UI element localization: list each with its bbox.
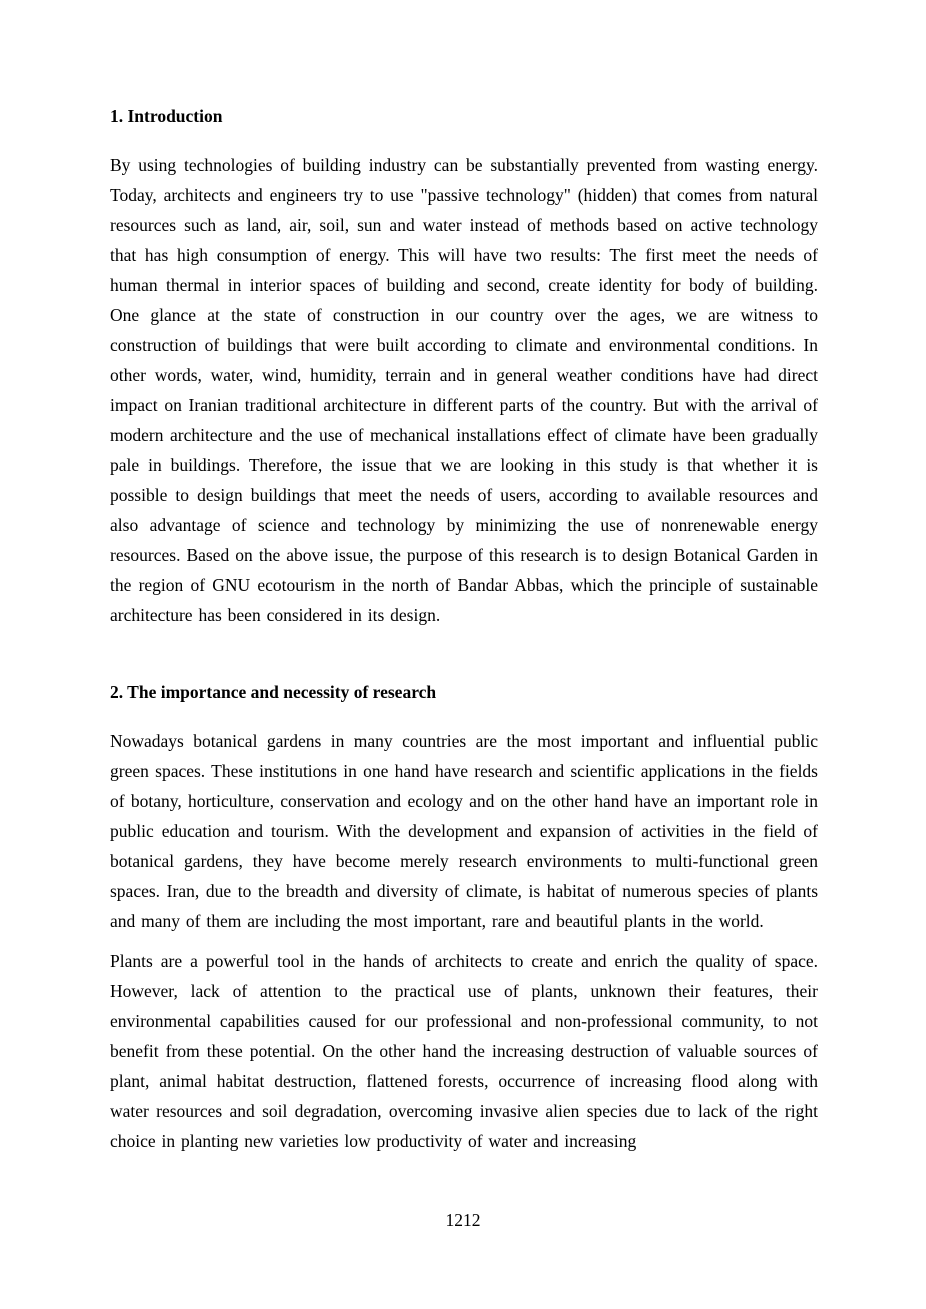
section-1-heading: 1. Introduction — [110, 106, 223, 126]
document-page — [110, 103, 818, 1166]
page-number: 1212 — [445, 1210, 481, 1230]
section-2-paragraph-1: Nowadays botanical gardens in many countries are the most important and influential public green spaces. These institutions in one hand have research and scientific applications in the fields of botany, horticulture, conservation and ecology and on the other hand have an important role in public education and tourism. With the development and expansion of activities in the field of botanical gardens, they have become merely research environments to multi-functional green spaces. Iran, due to the breadth and diversity of climate, is habitat of numerous species of plants and many of them are including the most important, rare and beautiful plants in the world. — [110, 731, 818, 931]
section-1-paragraph-1: By using technologies of building industry can be substantially prevented from wasting energy. Today, architects and engineers try to use "passive technology" (hidden) that comes from natural resources such as land, air, soil, sun and water instead of methods based on active technology that has high consumption of energy. This will have two results: The first meet the needs of human thermal in interior spaces of building and second, create identity for body of building. One glance at the state of construction in our country over the ages, we are witness to construction of buildings that were built according to climate and environmental conditions. In other words, water, wind, humidity, terrain and in general weather conditions have had direct impact on Iranian traditional architecture in different parts of the country. But with the arrival of modern architecture and the use of mechanical installations effect of climate have been gradually pale in buildings. Therefore, the issue that we are looking in this study is that whether it is possible to design buildings that meet the needs of users, according to available resources and also advantage of science and technology by minimizing the use of nonrenewable energy resources. Based on the above issue, the purpose of this research is to design Botanical Garden in the region of GNU ecotourism in the north of Bandar Abbas, which the principle of sustainable architecture has been considered in its design. — [110, 155, 818, 625]
section-2-paragraph-2: Plants are a powerful tool in the hands of architects to create and enrich the quality of space. However, lack of attention to the practical use of plants, unknown their features, their environmental capabilities caused for our professional and non-professional community, to not benefit from these potential. On the other hand the increasing destruction of valuable sources of plant, animal habitat destruction, flattened forests, occurrence of increasing flood along with water resources and soil degradation, overcoming invasive alien species due to lack of the right choice in planting new varieties low productivity of water and increasing — [110, 951, 818, 1151]
section-2-heading: 2. The importance and necessity of research — [110, 682, 437, 702]
